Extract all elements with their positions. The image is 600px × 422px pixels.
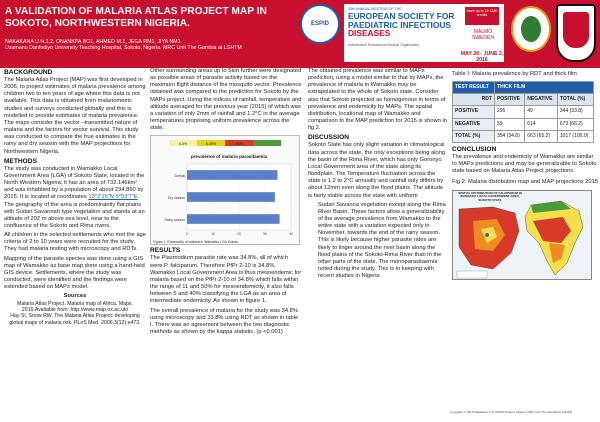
conclusion-heading: CONCLUSION: [452, 145, 497, 153]
table-cell: 663 (65.2): [525, 130, 558, 142]
table-header-row: [453, 82, 594, 94]
bar: [187, 215, 280, 225]
table-row: [453, 106, 594, 118]
conference-line-3: DISEASES: [348, 28, 391, 39]
y-tick-label: Rainy season: [164, 218, 185, 223]
table-cell: 295: [494, 106, 524, 118]
affiliation: Usumanu Danfodiyo University Teaching Hospital, Sokoto, Nigeria. MRC Unit The Gambia at LSHTM: [5, 45, 242, 52]
poster-title: A VALIDATION OF MALARIA ATLAS PROJECT MAP IN SOKOTO, NORTHWESTERN NIGERIA.: [5, 6, 267, 29]
y-tick-label: Dry season: [167, 196, 185, 201]
table-cell: 49: [525, 106, 558, 118]
table-subheader-cell: POSITIVE: [494, 94, 524, 106]
prevalence-table: [452, 81, 594, 143]
column-4: [452, 68, 598, 280]
malaria-distribution-map: [453, 191, 593, 281]
background-text: The Malaria Atlas Project (MAP) was first developed in 2006, to project estimates of malaria prevalence among children two to ten years of age where this data is not available. This data is obtained from malariometric studies and surveys conducted globally and this is modelled to provide estimates of malaria prevalence. The maps consider the vector –transmitted nature of malaria and the factors for vector survival. This study was conducted to compare the true estimates in the rainy and dry season with the MAP projections for Northwestern Nigeria.: [4, 77, 146, 155]
bar: [187, 171, 277, 181]
map-title: SPATIAL DISTRIBUTION OF FALCIPARUM IN WAMAKKO LOCAL GOVERNMENT AREA, SOKOTO STATE: [458, 190, 522, 202]
table-row-label: POSITIVE: [453, 106, 495, 118]
table-row: [453, 130, 594, 142]
table-1-caption: Table I: Malaria prevalence by RDT and thick film: [452, 71, 577, 77]
discussion-heading: DISCUSSION: [308, 134, 350, 142]
col2-intro: Other surrounding areas up to 5km further were designated as possible areas of parasite activity based on the maximum flight distance of the mosquito vector. Prevalence obtained was compared to the prediction for Sokoto by the MAPs project. Using the indices of rainfall, temperature and altitude averaged for the previous year (2015) of which was a variation of only 2mm of rainfall and 1.2°C in the average temperatures proposing uniform prevalence across the state.: [150, 68, 302, 132]
hospital-crest-icon: [556, 4, 596, 62]
column-1: [4, 68, 146, 326]
chart-title: prevalence of malaria parasitaemia: [190, 154, 268, 160]
coordinates-link[interactable]: 13°2′16″N 5°53′7″E: [88, 194, 138, 201]
methods-heading: METHODS: [4, 157, 37, 165]
legend-label: >40%: [234, 142, 244, 147]
table-cell: 354 (34.8): [494, 130, 524, 142]
country-name: SWEDEN: [472, 35, 494, 41]
table-row-label: TOTAL (%): [453, 130, 495, 142]
table-row: [453, 118, 594, 130]
source-item: Malaria Atlas Project. Malaria map of Africa. Maps. 2016.Available from: http://www.map.ox.ac.uk/: [17, 300, 133, 313]
methods-text-3: All children in the selected settlements who met the age criteria of 2 to 10 years were recruited for the study. They had malaria testing with microscopy and RDTs.: [4, 232, 146, 253]
table-cell: 59: [494, 118, 524, 130]
figure-2-map: [452, 190, 592, 280]
discussion-text-2: Sudan Savanna vegetation except along the Rima River Basin. These factors allow a generalizability of the average prevalence from Wamakko to the entire state with a variation expected only in November, towards the end of the rainy season. This is likely because higher parasite rates are likely to linger around the river basin along the flood plains of the Sokoto-Rima River than in the other parts of the state. The monoparasitaemia noted during the study. This is in keeping with recent studies in Nigeria: [318, 201, 446, 280]
table-subheader-row: [453, 94, 594, 106]
x-tick-label: 40: [289, 232, 293, 237]
map-legend: [457, 271, 487, 278]
prevalence-bar-chart: [151, 136, 301, 246]
table-cell: 673 (66.2): [557, 118, 593, 130]
x-tick-label: 0: [186, 232, 188, 237]
conference-subtitle: Independent Professional Medical Organisation: [348, 43, 420, 47]
espid-logo-icon: ESPID: [300, 4, 340, 44]
results-text-1: The Plasmodium parasite rate was 34.8%, all of which were P. falciparum. Therefore PfPr 2-10 is 34.8%. Wamakko Local Government Area is thus mesoendemic for malaria based on the PfPr 2-10 of 34.8% which falls within the range of 11 and 50% for mesoendemicity, it also falls between 5 and 40% classifying the LGA as an area of intermediate endemicity. As shown in figure 1.: [150, 255, 302, 305]
table-cell: 614: [525, 118, 558, 130]
cme-badge: Save up to 15 CME credits: [465, 7, 499, 25]
university-seal-icon: [511, 6, 551, 52]
author-list: NAKAKANA U.N.1,2, ONANKPA BO1, AHMED M.1, JEGA RM1, JIYA NM1.: [5, 39, 183, 45]
results-text-2: The overall prevalence of malaria for the study was 34.8% using microscopy and 33.8% using RDT as shown in table I. There was an agreement between the two diagnostic methods as shown by the kappa statistic. (p <0.001): [150, 307, 299, 335]
background-heading: BACKGROUND: [4, 69, 53, 76]
legend-label: 5-40%: [205, 142, 217, 147]
results-heading: RESULTS: [150, 247, 181, 255]
legend-swatch: [253, 140, 281, 146]
sources-heading: Sources: [63, 293, 87, 300]
poster-header: [0, 0, 600, 68]
column-2: [150, 68, 302, 338]
source-item: Hay SI, Snow RW. The Malaria Atlas Project: developing global maps of malaria risk. PLoS Med. 2006;3(12):e473.: [9, 313, 141, 326]
x-tick-label: 10: [211, 232, 215, 237]
table-header-cell: TEST RESULT: [453, 82, 495, 94]
table-subheader-cell: RDT: [453, 94, 495, 106]
table-subheader-cell: TOTAL (%): [557, 94, 593, 106]
table-cell: 1017 (100.0): [557, 130, 593, 142]
city-name: MALMÖ: [473, 29, 493, 35]
authors-block: [5, 39, 305, 52]
column-3: [308, 68, 448, 282]
methods-text-1: The study was conducted in Wamakko Local Government Area (LGA) of Sokoto State, located in the North Western Nigeria; it has an area of 732.146km² and was inhabited by a population of about 234,860 by 2015. It is located at coordinates: [4, 165, 145, 201]
methods-text-4: Mapping of the parasite species was done using a GIS map of Wamakko as base map done using a hand-held GIS device. Settlements, where the study was conducted, were identified and the findings were extended based on MAPs model.: [4, 255, 145, 291]
x-tick-label: 20: [237, 232, 241, 237]
table-subheader-cell: NEGATIVE: [525, 94, 558, 106]
table-row-label: NEGATIVE: [453, 118, 495, 130]
conference-line-1: EUROPEAN SOCIETY FOR: [348, 11, 455, 21]
discussion-text-1: Sokoto State has only slight variation in climatological data across the state, the only exceptions being along the basin of the Rima River, which has only Goronyo Local Government area of the state along its floodplain. The Temperature fluctuation across the state is 1.2 to 2°C annually and rainfall only differs by about 12mm even along the flood plains. The altitude is fairly stable across the state with uniform: [308, 142, 446, 199]
footer-copyright: Copyright © 2016 Nakakana U.N. ESPID Sokoto, Nigeria. MRC Unit The Gambia at LSHTM: [450, 410, 573, 414]
methods-text: [4, 166, 146, 230]
conference-city: [462, 29, 504, 41]
legend-label: 0-5%: [178, 142, 188, 147]
methods-text-2: . The geography of the area is predominantly flat plains with Sudan Savannah type vegetation and stands at an altitude of 292 m above sea level, near to the confluence of the Sokoto and Rima rivers.: [4, 194, 145, 229]
bar: [187, 193, 275, 203]
y-tick-label: Overall: [174, 174, 185, 179]
figure-2-caption: Fig 2: Malaria distribution map and MAP projections 2015: [452, 179, 598, 186]
table-cell: 344 (33.8): [557, 106, 593, 118]
conference-meeting: 35th ANNUAL MEETING OF THE: [348, 7, 402, 11]
conference-line-2: PAEDIATRIC INFECTIOUS: [348, 19, 451, 30]
x-tick-label: 30: [263, 232, 267, 237]
conference-dates: MAY 28 - JUNE 2, 2016: [460, 51, 504, 63]
col3-text: The obtained prevalence was similar to MAPs prediction, using a model similar to that by MAPs, the prevalence of malaria in Wamakko may be extrapolated to the whole of Sokoto state. Consider also that Sokoto projected as homogenous in terms of prevalence and endemicity by MAPs. The spatial distribution, locational map of Wamakko and comparison to the MAP prediction for 2015 is shown in fig 2.: [308, 68, 447, 132]
table-header-cell: THICK FILM: [494, 82, 593, 94]
conclusion-text: The prevalence and endemicity of Wamakko are similar to MAPs predictions and may be generalizable to Sokoto state based on Malaria Atlas Project projections.: [452, 153, 597, 175]
conference-banner: [344, 4, 504, 62]
figure-1-caption: Figure 1: Endemicity of malaria in Wamakko LGA Sokoto: [153, 240, 239, 245]
conference-name: [348, 12, 458, 38]
figure-1-chart: [150, 135, 300, 245]
wamakko-location-marker: [485, 233, 489, 237]
sources-list: [4, 301, 146, 327]
